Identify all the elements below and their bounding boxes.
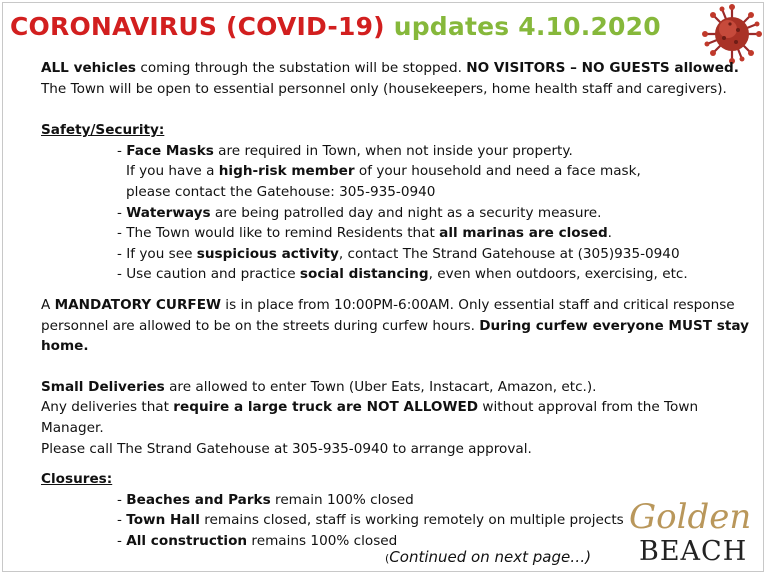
deliveries-line-3: Please call The Strand Gatehouse at 305-935-0940 to arrange approval. — [41, 440, 532, 457]
intro-line-1: ALL vehicles coming through the substation will be stopped. NO VISITORS – NO GUESTS allowed. — [41, 60, 739, 76]
curfew-line-1: A MANDATORY CURFEW is in place from 10:00PM-6:00AM. Only essential staff and critical response — [41, 296, 735, 313]
safety-suspicious: - If you see suspicious activity, contact The Strand Gatehouse at (305)935-0940 — [117, 245, 680, 262]
title-green: updates 4.10.2020 — [393, 12, 661, 41]
notice-body — [41, 58, 761, 551]
closures-beaches: - Beaches and Parks remain 100% closed — [117, 491, 414, 508]
page-title — [10, 12, 661, 41]
golden-beach-logo — [625, 490, 760, 568]
deliveries-line-2: Any deliveries that require a large truck are NOT ALLOWED without approval from the Town Manager. — [41, 399, 699, 436]
safety-high-risk: If you have a high-risk member of your household and need a face mask, — [126, 163, 641, 180]
safety-heading: Safety/Security: — [41, 122, 165, 139]
closures-heading: Closures: — [41, 471, 113, 488]
title-red: CORONAVIRUS (COVID-19) — [10, 12, 385, 41]
deliveries-line-1: Small Deliveries are allowed to enter Town (Uber Eats, Instacart, Amazon, etc.). — [41, 378, 597, 395]
logo-line-1: Golden — [629, 497, 752, 537]
safety-masks: - Face Masks are required in Town, when not inside your property. — [117, 142, 573, 159]
coronavirus-icon — [702, 4, 762, 64]
safety-social-distancing: - Use caution and practice social distancing, even when outdoors, exercising, etc. — [117, 266, 688, 283]
safety-gatehouse-contact: please contact the Gatehouse: 305-935-0940 — [126, 183, 436, 200]
logo-line-2: BEACH — [639, 536, 748, 567]
curfew-line-2: personnel are allowed to be on the streets during curfew hours. During curfew everyone MUST stay — [41, 317, 749, 334]
closures-construction: - All construction remains 100% closed — [117, 532, 398, 549]
closures-town-hall: - Town Hall remains closed, staff is working remotely on multiple projects — [117, 512, 624, 529]
continued-note: (Continued on next page…) — [385, 548, 592, 566]
safety-waterways: - Waterways are being patrolled day and night as a security measure. — [117, 204, 602, 221]
intro-line-2: The Town will be open to essential personnel only (housekeepers, home health staff and caregivers). — [41, 80, 727, 97]
safety-marinas: - The Town would like to remind Residents that all marinas are closed. — [117, 225, 612, 242]
curfew-line-3: home. — [41, 338, 89, 355]
